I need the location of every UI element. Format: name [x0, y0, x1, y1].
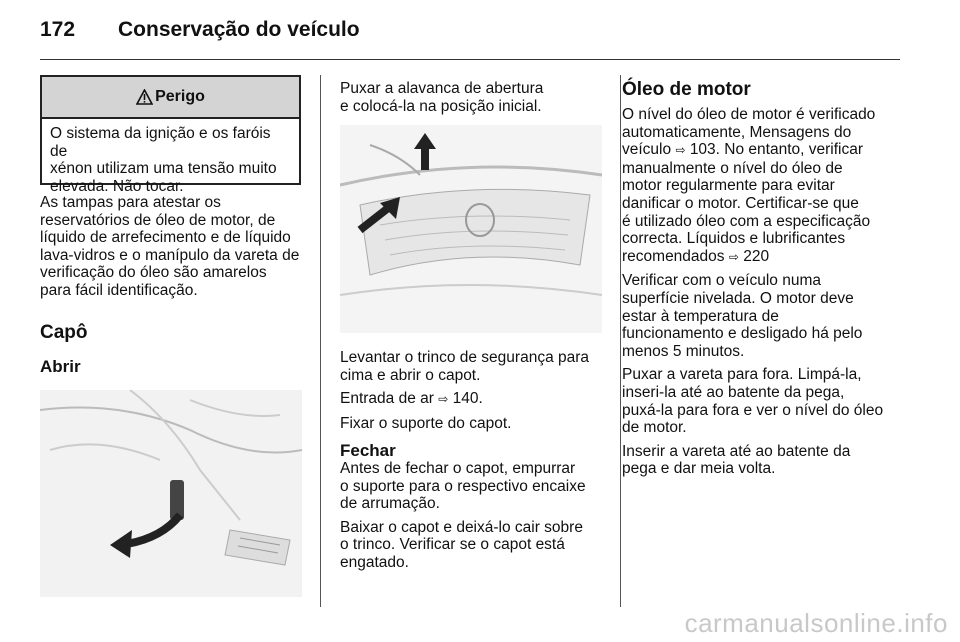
oil-level-paragraph [622, 106, 912, 266]
page-number: 172 [40, 18, 76, 41]
hood-safety-catch-illustration [340, 125, 602, 333]
column-2-top [340, 80, 610, 121]
dipstick-paragraph: Puxar a vareta para fora. Limpá-la, inseri-la até ao batente da pega, puxá-la para fora e ver o nível do óleo de motor. [622, 366, 884, 437]
section-heading-engine-oil: Óleo de motor [622, 79, 751, 100]
warning-title: Perigo [155, 88, 205, 105]
watermark: carmanualsonline.info [684, 608, 948, 638]
level-surface-paragraph: Verificar com o veículo numa superfície nivelada. O motor deve estar à temperatura de funcionamento e desligado há pelo menos 5 minutos. [622, 272, 863, 360]
reference-arrow-icon: ⇨ [728, 249, 739, 264]
column-3-text [622, 106, 912, 484]
column-divider [620, 75, 621, 607]
oil-level-ref-1: 103. No entanto, verificar [689, 141, 863, 159]
air-intake-ref: 140. [452, 390, 483, 408]
warning-box [40, 75, 301, 195]
warning-header [42, 77, 299, 119]
section-heading-hood: Capô [40, 322, 88, 343]
air-intake-text: Entrada de ar [340, 390, 434, 408]
warning-text: O sistema da ignição e os faróis de xénon utilizam uma tensão muito elevada. Não tocar. [50, 125, 277, 195]
lift-catch-paragraph: Levantar o trinco de segurança para cima e abrir o capot. [340, 349, 590, 384]
air-intake-paragraph [340, 390, 615, 409]
column-2-text [340, 349, 615, 578]
warning-triangle-icon [136, 89, 153, 105]
hood-release-lever-illustration [40, 390, 302, 597]
page-title: Conservação do veículo [118, 18, 360, 41]
oil-level-text-a: O nível do óleo de motor é verificado automaticamente, Mensagens do veículo [622, 106, 876, 159]
oil-level-ref-2: 220 [743, 247, 770, 265]
fix-support-paragraph: Fixar o suporte do capot. [340, 414, 512, 432]
reference-arrow-icon: ⇨ [675, 143, 686, 158]
pull-lever-paragraph: Puxar a alavanca de abertura e colocá-la na posição inicial. [340, 80, 544, 115]
fill-caps-paragraph: As tampas para atestar os reservatórios de óleo de motor, de líquido de arrefecimento e de líquido lava-vidros e o manípulo da vareta de verificação do óleo são amarelos para fácil identificação. [40, 194, 300, 299]
column-divider [320, 75, 321, 607]
subheading-close: Fechar [340, 441, 396, 461]
column-1-text [40, 194, 312, 306]
push-support-paragraph: Antes de fechar o capot, empurrar o suporte para o respectivo encaixe de arrumação. [340, 459, 586, 513]
reference-arrow-icon: ⇨ [438, 392, 449, 407]
insert-dipstick-paragraph: Inserir a vareta até ao batente da pega e dar meia volta. [622, 442, 851, 478]
lower-hood-paragraph: Baixar o capot e deixá-lo cair sobre o trinco. Verificar se o capot está engatado. [340, 518, 583, 571]
oil-level-text-b: manualmente o nível do óleo de motor regularmente para evitar danificar o motor. Certificar-se que é utilizado óleo com a especificação correcta. Líquidos e lubrificantes recomendados [622, 159, 871, 265]
subheading-open: Abrir [40, 357, 81, 376]
header-divider [40, 59, 900, 60]
